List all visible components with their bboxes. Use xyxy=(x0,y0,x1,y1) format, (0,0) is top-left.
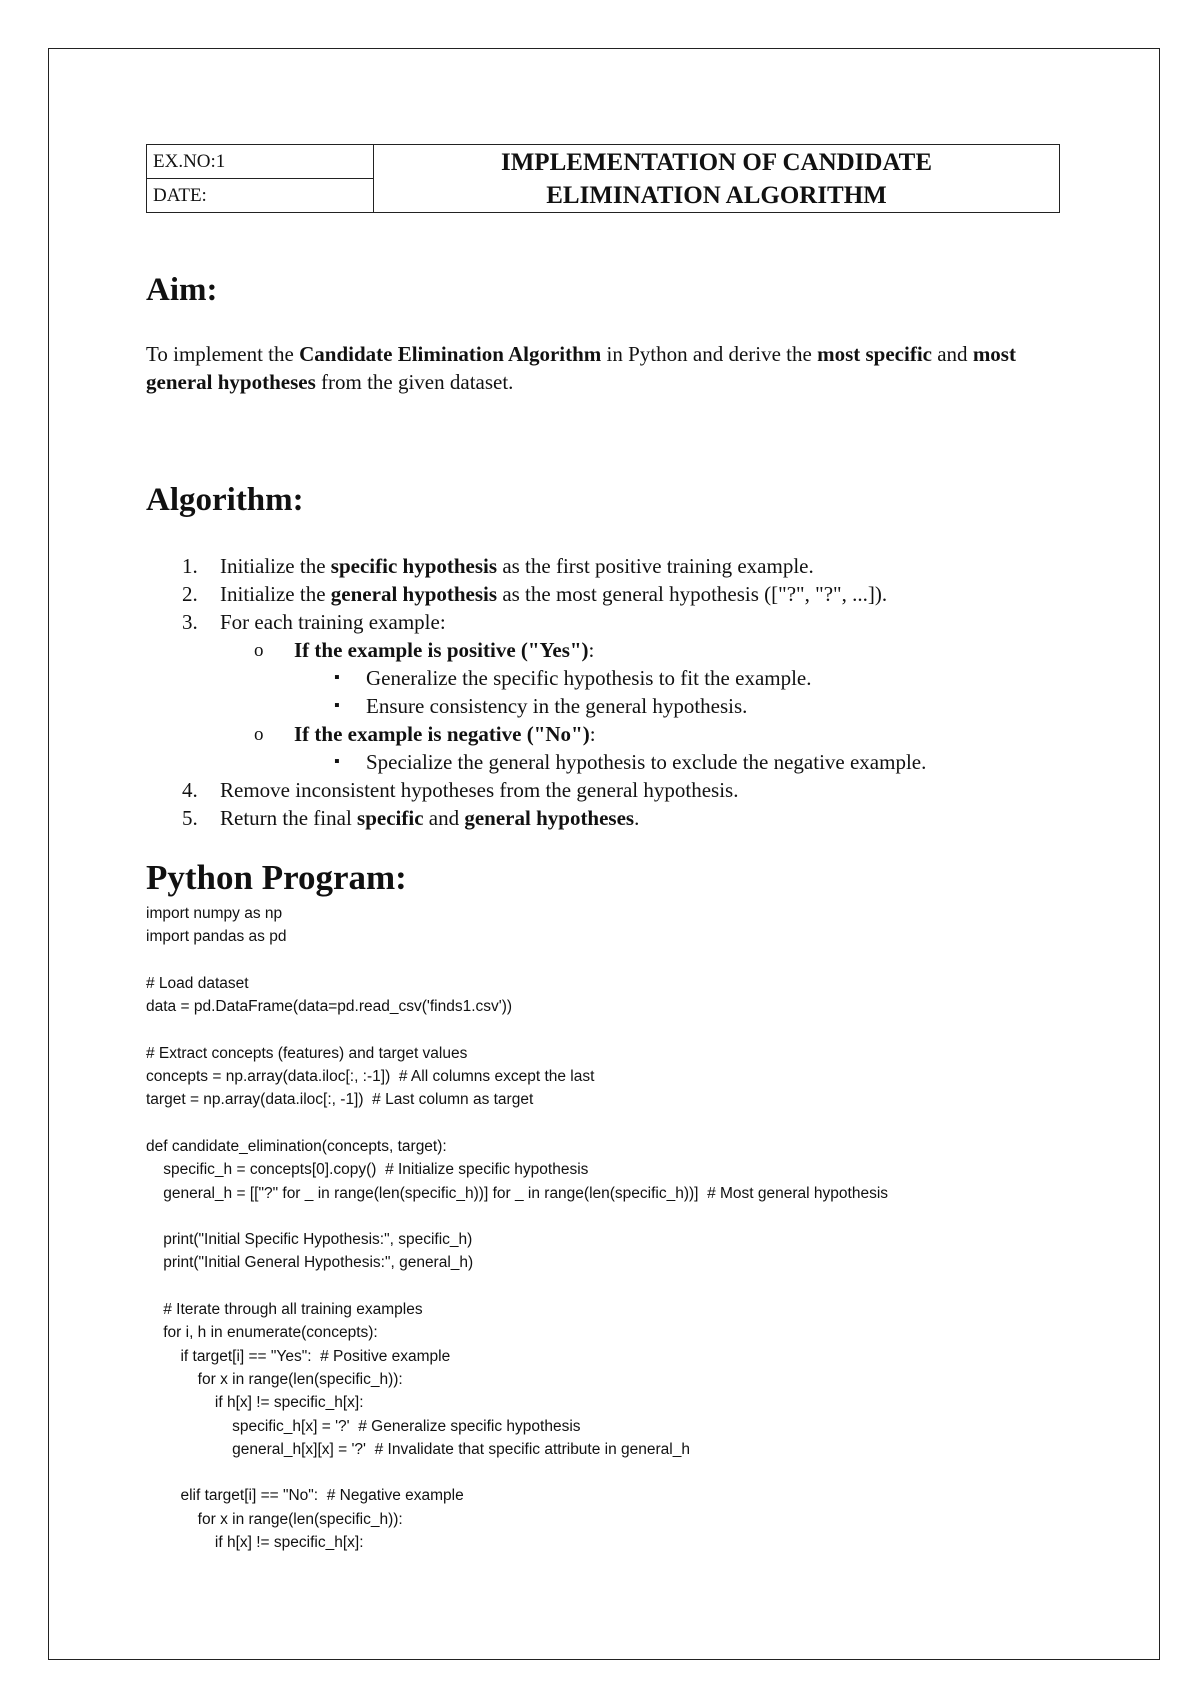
algorithm-step xyxy=(146,580,1066,608)
code-line: if target[i] == "Yes": # Positive example xyxy=(146,1347,451,1365)
code-line: # Iterate through all training examples xyxy=(146,1301,423,1319)
bold-text: general hypotheses xyxy=(464,806,635,830)
code-line: specific_h = concepts[0].copy() # Initialize specific hypothesis xyxy=(146,1161,589,1179)
text-run: : xyxy=(588,638,595,662)
code-line xyxy=(146,1018,1146,1041)
title-line-2: ELIMINATION ALGORITHM xyxy=(546,181,887,209)
step-number: 4. xyxy=(182,778,198,802)
program-heading: Python Program: xyxy=(146,858,407,897)
text-run: Return the final xyxy=(220,806,358,830)
text-run: as the first positive training example. xyxy=(497,554,814,578)
code-line: # Load dataset xyxy=(146,974,249,992)
text-run: and xyxy=(931,342,973,366)
step-number: 1. xyxy=(182,554,198,578)
text-run: as the most general hypothesis (["?", "?", ...]). xyxy=(497,582,888,606)
bold-text: specific hypothesis xyxy=(330,554,498,578)
text-run: Remove inconsistent hypotheses from the general hypothesis. xyxy=(220,778,739,802)
bullet-marker: ▪ xyxy=(334,697,340,714)
code-line: concepts = np.array(data.iloc[:, :-1]) # All columns except the last xyxy=(146,1068,595,1086)
code-line: for x in range(len(specific_h)): xyxy=(146,1370,403,1388)
text-run: For each training example: xyxy=(220,610,446,634)
step-number: 5. xyxy=(182,806,198,830)
code-line xyxy=(146,949,1146,972)
code-line: print("Initial Specific Hypothesis:", specific_h) xyxy=(146,1231,473,1249)
text-run: . xyxy=(634,806,640,830)
step-number: 2. xyxy=(182,582,198,606)
text-run: Generalize the specific hypothesis to fit the example. xyxy=(366,666,812,690)
algorithm-detail xyxy=(146,664,1066,692)
code-line: target = np.array(data.iloc[:, -1]) # Last column as target xyxy=(146,1091,534,1109)
code-line xyxy=(146,1461,1146,1484)
bold-text: specific xyxy=(357,806,424,830)
bullet-marker: o xyxy=(254,640,264,661)
title-line-1: IMPLEMENTATION OF CANDIDATE xyxy=(500,148,933,176)
code-line: general_h = [["?" for _ in range(len(specific_h))] for _ in range(len(specific_h))] # Most general hypothesis xyxy=(146,1184,889,1202)
code-line: import pandas as pd xyxy=(146,928,287,946)
header-table xyxy=(146,144,1060,213)
text-run: To implement the xyxy=(146,342,300,366)
bold-text: general hypothesis xyxy=(330,582,498,606)
code-line: for x in range(len(specific_h)): xyxy=(146,1510,403,1528)
text-run: Specialize the general hypothesis to exclude the negative example. xyxy=(366,750,927,774)
bold-text: most general hypotheses xyxy=(146,342,1016,394)
text-run: Initialize the xyxy=(220,554,331,578)
algorithm-heading: Algorithm: xyxy=(146,482,304,518)
text-run: Ensure consistency in the general hypothesis. xyxy=(366,694,748,718)
aim-heading: Aim: xyxy=(146,272,218,308)
bullet-marker: ▪ xyxy=(334,753,340,770)
code-block xyxy=(146,902,1146,1554)
algorithm-step xyxy=(146,608,1066,636)
bold-text: Candidate Elimination Algorithm xyxy=(299,342,602,366)
bullet-marker: o xyxy=(254,724,264,745)
algorithm-step xyxy=(146,552,1066,580)
code-line xyxy=(146,1205,1146,1228)
code-line: data = pd.DataFrame(data=pd.read_csv('finds1.csv')) xyxy=(146,998,513,1016)
code-line: for i, h in enumerate(concepts): xyxy=(146,1324,378,1342)
algorithm-step xyxy=(146,804,1066,832)
code-line: if h[x] != specific_h[x]: xyxy=(146,1394,364,1412)
bold-text: If the example is positive ("Yes") xyxy=(294,638,589,662)
text-run: in Python and derive the xyxy=(601,342,818,366)
bold-text: If the example is negative ("No") xyxy=(294,722,590,746)
algorithm-detail xyxy=(146,748,1066,776)
aim-text xyxy=(146,340,1066,396)
algorithm-substep xyxy=(146,636,1066,664)
text-run: : xyxy=(589,722,596,746)
date-field: DATE: xyxy=(147,179,374,213)
exercise-number: EX.NO:1 xyxy=(147,145,374,179)
code-line xyxy=(146,1275,1146,1298)
step-number: 3. xyxy=(182,610,198,634)
code-line: import numpy as np xyxy=(146,905,283,922)
bullet-marker: ▪ xyxy=(334,669,340,686)
code-line xyxy=(146,1112,1146,1135)
code-line: # Extract concepts (features) and target values xyxy=(146,1044,468,1062)
bold-text: most specific xyxy=(817,342,932,366)
code-line: print("Initial General Hypothesis:", general_h) xyxy=(146,1254,474,1272)
code-line: if h[x] != specific_h[x]: xyxy=(146,1534,364,1552)
text-run: Initialize the xyxy=(220,582,331,606)
text-run: and xyxy=(423,806,465,830)
algorithm-detail xyxy=(146,692,1066,720)
code-line: general_h[x][x] = '?' # Invalidate that specific attribute in general_h xyxy=(146,1440,690,1458)
document-title xyxy=(374,145,1060,213)
code-line: def candidate_elimination(concepts, target): xyxy=(146,1137,447,1155)
algorithm-steps xyxy=(146,552,1066,832)
text-run: from the given dataset. xyxy=(315,370,514,394)
algorithm-substep xyxy=(146,720,1066,748)
algorithm-step xyxy=(146,776,1066,804)
code-line: specific_h[x] = '?' # Generalize specific hypothesis xyxy=(146,1417,581,1435)
code-line: elif target[i] == "No": # Negative example xyxy=(146,1487,464,1505)
